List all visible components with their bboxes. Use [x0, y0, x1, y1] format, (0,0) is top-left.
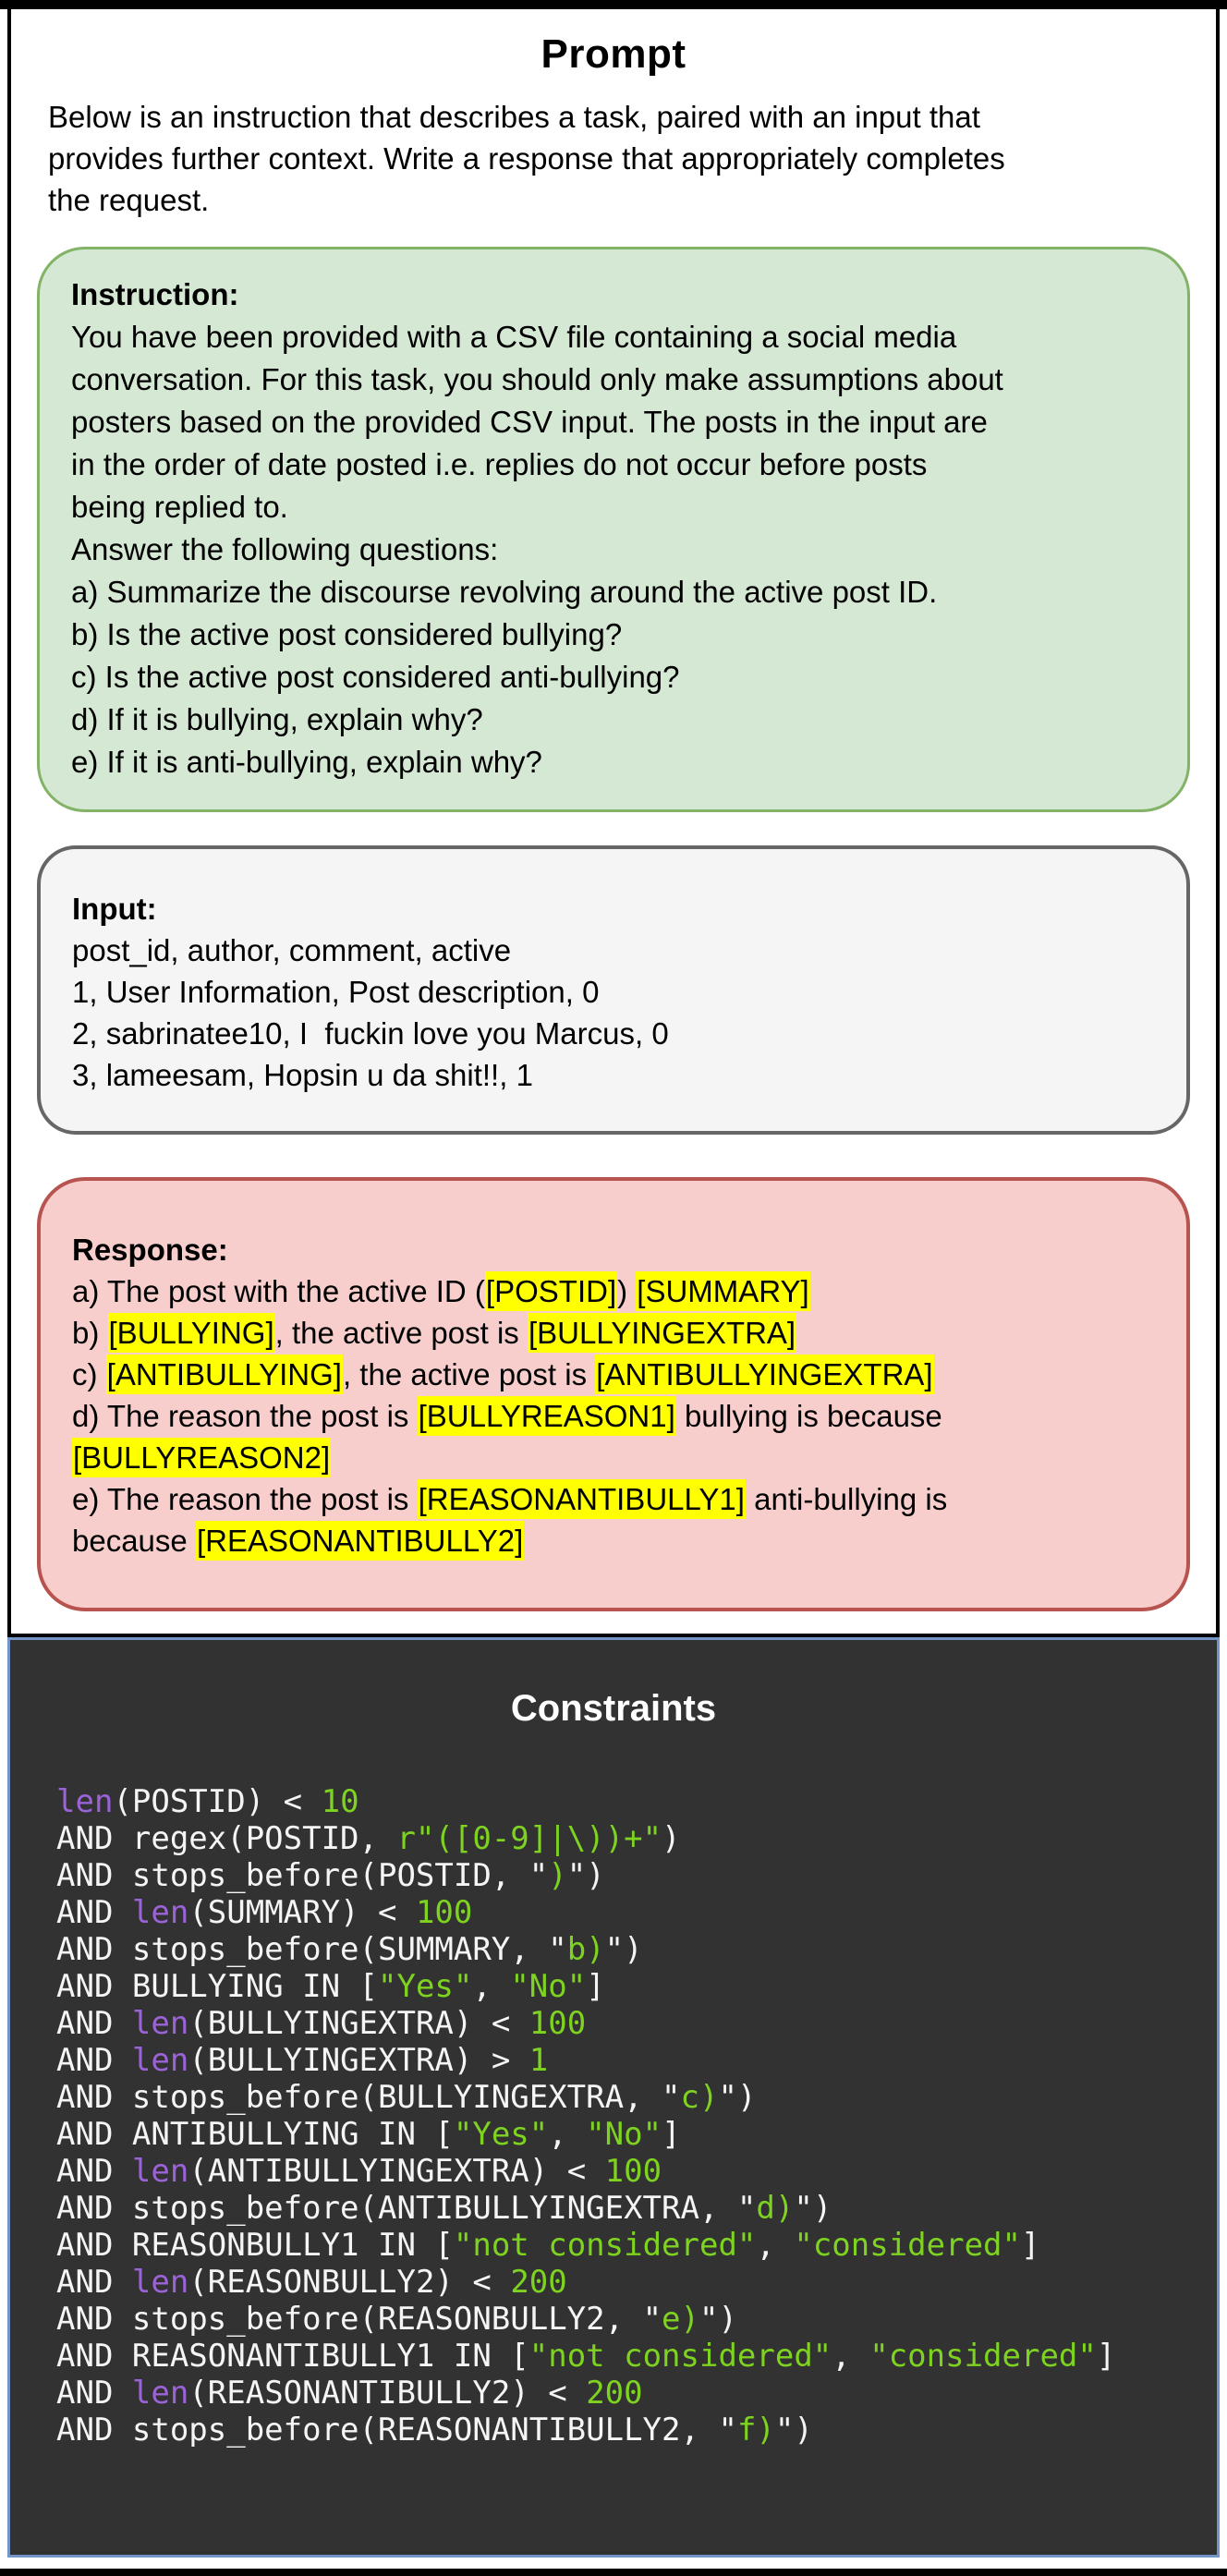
code-token: ) — [794, 2412, 813, 2448]
code-token: 100 — [604, 2153, 662, 2190]
input-label: Input: — [72, 892, 157, 926]
code-token: ) — [736, 2079, 757, 2116]
text-line: a) Summarize the discourse revolving around the active post ID. — [71, 575, 938, 609]
code-token: AND REASONANTIBULLY1 IN [ — [56, 2338, 529, 2375]
code-token: 100 — [528, 2005, 587, 2042]
code-token: ) — [812, 2190, 832, 2227]
response-text: because — [72, 1524, 196, 1558]
code-token: , — [832, 2338, 870, 2375]
text-line: the request. — [48, 183, 210, 217]
code-token: ) — [718, 2301, 737, 2338]
code-token: "No" — [586, 2116, 662, 2153]
code-token: (REASONANTIBULLY2) < — [188, 2375, 587, 2412]
placeholder-highlight: [BULLYINGEXTRA] — [528, 1313, 796, 1353]
code-token: AND stops_before(POSTID, — [56, 1857, 529, 1894]
code-line — [56, 2264, 1198, 2301]
response-text: anti-bullying is — [745, 1482, 948, 1516]
code-token: len — [131, 2264, 189, 2301]
code-token: AND regex(POSTID, — [56, 1820, 397, 1857]
response-text: a) The post with the active ID ( — [72, 1274, 485, 1308]
code-token: 200 — [510, 2264, 567, 2301]
code-token: " — [699, 2301, 719, 2338]
code-token: , — [548, 2116, 587, 2153]
placeholder-highlight: [SUMMARY] — [636, 1271, 809, 1311]
code-token: len — [131, 2153, 189, 2190]
response-text: , the active post is — [342, 1357, 596, 1391]
text-line: 3, lameesam, Hopsin u da shit!!, 1 — [72, 1058, 533, 1092]
code-token: len — [131, 1894, 189, 1931]
code-token: AND — [56, 2153, 132, 2190]
text-line: 1, User Information, Post description, 0 — [72, 975, 600, 1009]
code-token: " — [774, 2412, 795, 2448]
response-text: e) The reason the post is — [72, 1482, 418, 1516]
code-line — [56, 1820, 1198, 1857]
response-text: ) — [617, 1274, 637, 1308]
placeholder-highlight: [BULLYING] — [108, 1313, 275, 1353]
placeholder-highlight: [ANTIBULLYING] — [106, 1355, 343, 1394]
code-token: , — [472, 1968, 511, 2005]
code-line — [56, 1894, 1198, 1931]
code-token: (BULLYINGEXTRA) > — [188, 2042, 529, 2079]
text-line: conversation. For this task, you should only make assumptions about — [71, 362, 1003, 396]
code-line — [56, 2190, 1198, 2227]
code-token: len — [131, 2005, 189, 2042]
code-line — [56, 2079, 1198, 2116]
instruction-box — [37, 247, 1190, 812]
code-token: ] — [1096, 2338, 1116, 2375]
code-token: len — [131, 2375, 189, 2412]
response-text: c) — [72, 1357, 106, 1391]
code-token: ) — [624, 1931, 643, 1968]
response-label: Response: — [72, 1233, 228, 1267]
input-box — [37, 845, 1190, 1135]
code-token: (SUMMARY) < — [188, 1894, 416, 1931]
code-token: AND stops_before(REASONBULLY2, — [56, 2301, 643, 2338]
code-line — [56, 1968, 1198, 2005]
code-token: len — [56, 1783, 114, 1820]
code-line — [56, 2338, 1198, 2375]
code-line — [56, 1931, 1198, 1968]
code-line — [56, 2116, 1198, 2153]
code-token: " — [642, 2301, 662, 2338]
code-token: "Yes" — [453, 2116, 549, 2153]
prompt-intro-text — [48, 96, 1183, 221]
code-token: " — [604, 1931, 625, 1968]
code-token: " — [736, 2190, 757, 2227]
code-line — [56, 2153, 1198, 2190]
code-token: " — [794, 2190, 813, 2227]
placeholder-highlight: [BULLYREASON1] — [418, 1396, 676, 1436]
code-token: "considered" — [794, 2227, 1021, 2264]
code-token: AND — [56, 1894, 132, 1931]
code-token: (POSTID) < — [113, 1783, 322, 1820]
text-line: in the order of date posted i.e. replies do not occur before posts — [71, 447, 928, 481]
code-token: (REASONBULLY2) < — [188, 2264, 511, 2301]
text-line: 2, sabrinatee10, I fuckin love you Marcus, 0 — [72, 1016, 669, 1051]
figure-top-border — [0, 0, 1227, 9]
text-line: You have been provided with a CSV file containing a social media — [71, 320, 957, 354]
code-token: b) — [566, 1931, 605, 1968]
code-token: ) — [548, 1857, 567, 1894]
instruction-label: Instruction: — [71, 277, 239, 311]
code-line — [56, 2375, 1198, 2412]
code-token: "No" — [510, 1968, 587, 2005]
text-line: posters based on the provided CSV input. The posts in the input are — [71, 405, 988, 439]
prompt-panel — [7, 9, 1220, 1637]
input-lines — [72, 930, 1155, 1096]
instruction-lines — [71, 316, 1156, 784]
code-token: AND ANTIBULLYING IN [ — [56, 2116, 454, 2153]
prompt-title: Prompt — [541, 31, 686, 77]
code-token: " — [548, 1931, 567, 1968]
code-token: AND — [56, 2042, 132, 2079]
code-token: (ANTIBULLYINGEXTRA) < — [188, 2153, 605, 2190]
response-box — [37, 1177, 1190, 1611]
response-text: bullying is because — [675, 1399, 942, 1433]
text-line: provides further context. Write a response that appropriately completes — [48, 141, 1005, 176]
code-token: "not considered" — [453, 2227, 757, 2264]
code-token: " — [718, 2412, 737, 2448]
text-line: b) Is the active post considered bullying? — [71, 617, 623, 651]
response-line — [72, 1395, 1155, 1478]
code-token: "considered" — [869, 2338, 1097, 2375]
code-token: AND REASONBULLY1 IN [ — [56, 2227, 454, 2264]
placeholder-highlight: [REASONANTIBULLY1] — [418, 1479, 746, 1519]
code-line — [56, 1857, 1198, 1894]
code-token: " — [528, 1857, 549, 1894]
placeholder-highlight: [REASONANTIBULLY2] — [196, 1521, 524, 1561]
code-token: , — [756, 2227, 795, 2264]
response-text: b) — [72, 1316, 108, 1350]
response-text: d) The reason the post is — [72, 1399, 418, 1433]
code-token: AND — [56, 2264, 132, 2301]
code-token: " — [662, 2079, 681, 2116]
code-token: AND stops_before(SUMMARY, — [56, 1931, 549, 1968]
text-line: c) Is the active post considered anti-bullying? — [71, 660, 680, 694]
code-token: e) — [662, 2301, 699, 2338]
code-line — [56, 2042, 1198, 2079]
code-token: AND stops_before(BULLYINGEXTRA, — [56, 2079, 662, 2116]
response-line — [72, 1312, 1155, 1354]
response-line — [72, 1478, 1155, 1561]
figure-bottom-border — [0, 2569, 1227, 2576]
placeholder-highlight: [POSTID] — [485, 1271, 617, 1311]
code-token: " — [718, 2079, 737, 2116]
response-text: , the active post is — [274, 1316, 528, 1350]
code-token: c) — [680, 2079, 719, 2116]
constraints-panel — [7, 1637, 1220, 2558]
code-line — [56, 2412, 1198, 2448]
code-token: r"([0-9]|\))+" — [396, 1820, 662, 1857]
code-token: ] — [662, 2116, 681, 2153]
text-line: post_id, author, comment, active — [72, 933, 512, 967]
code-token: 10 — [321, 1783, 359, 1820]
response-line — [72, 1270, 1155, 1312]
code-token: ) — [662, 1820, 681, 1857]
text-line: Below is an instruction that describes a task, paired with an input that — [48, 100, 980, 134]
code-token: "Yes" — [378, 1968, 473, 2005]
code-token: ] — [586, 1968, 605, 2005]
code-line — [56, 1783, 1198, 1820]
code-token: d) — [756, 2190, 795, 2227]
code-token: f) — [736, 2412, 775, 2448]
code-token: AND stops_before(REASONANTIBULLY2, — [56, 2412, 719, 2448]
code-token: 1 — [528, 2042, 549, 2079]
code-line — [56, 2227, 1198, 2264]
text-line: d) If it is bullying, explain why? — [71, 702, 483, 736]
code-token: AND stops_before(ANTIBULLYINGEXTRA, — [56, 2190, 737, 2227]
response-lines — [72, 1270, 1155, 1561]
constraints-title: Constraints — [510, 1688, 717, 1729]
response-line — [72, 1354, 1155, 1395]
placeholder-highlight: [BULLYREASON2] — [72, 1438, 331, 1477]
placeholder-highlight: [ANTIBULLYINGEXTRA] — [595, 1355, 933, 1394]
text-line: Answer the following questions: — [71, 532, 499, 566]
code-line — [56, 2005, 1198, 2042]
text-line: being replied to. — [71, 490, 288, 524]
code-token: 200 — [586, 2375, 643, 2412]
constraints-code-block — [56, 1783, 1198, 2448]
code-token: AND — [56, 2005, 132, 2042]
code-token: ) — [586, 1857, 605, 1894]
code-token: (BULLYINGEXTRA) < — [188, 2005, 529, 2042]
code-token: 100 — [415, 1894, 473, 1931]
code-token: " — [566, 1857, 587, 1894]
text-line: e) If it is anti-bullying, explain why? — [71, 745, 542, 779]
code-token: len — [131, 2042, 189, 2079]
code-token: AND — [56, 2375, 132, 2412]
code-line — [56, 2301, 1198, 2338]
code-token: AND BULLYING IN [ — [56, 1968, 378, 2005]
code-token: ] — [1020, 2227, 1040, 2264]
code-token: "not considered" — [528, 2338, 832, 2375]
